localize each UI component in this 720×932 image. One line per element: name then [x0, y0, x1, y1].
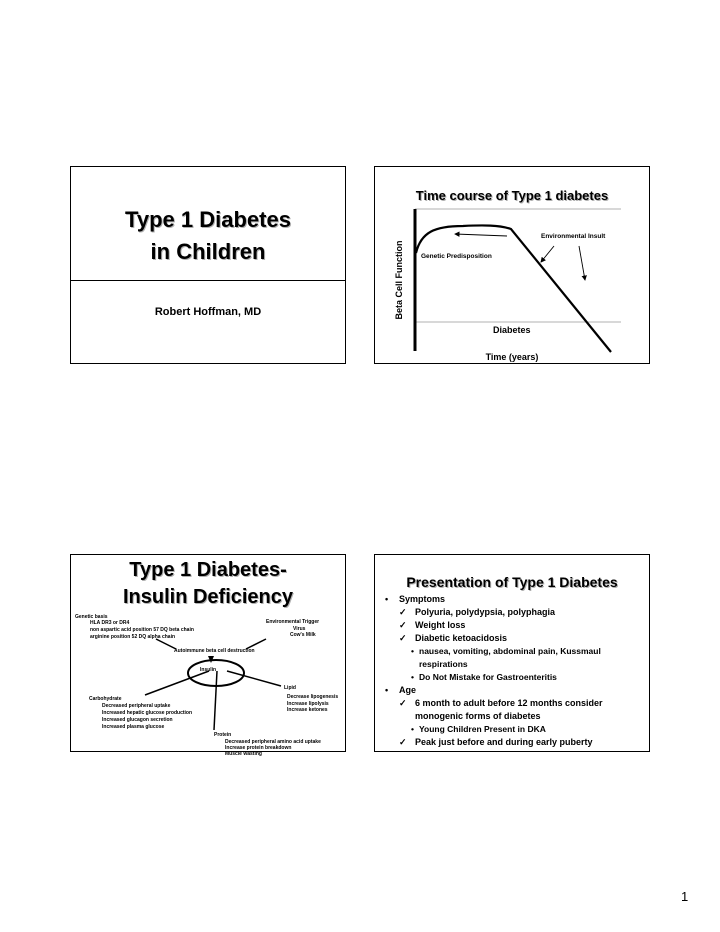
slide1-divider	[71, 280, 345, 281]
chart-x-axis-label: Time (years)	[485, 352, 539, 362]
bullet-item	[383, 606, 647, 619]
slide3-title-line2: Insulin Deficiency	[122, 586, 294, 608]
checkmark-icon: ✓	[399, 698, 407, 708]
bullet-text: Age	[399, 685, 417, 695]
bullet-text: Young Children Present in DKA	[419, 724, 546, 734]
bullet-text: Symptoms	[399, 594, 446, 604]
protein-item-3: Muscle wasting	[225, 751, 262, 757]
checkmark-icon: ✓	[399, 620, 407, 630]
lipid-item-1: Decrease lipogenesis	[287, 694, 339, 700]
bullet-text: nausea, vomiting, abdominal pain, Kussmaul respirations	[419, 646, 601, 669]
env-item-cows-milk: Cow's Milk	[290, 632, 316, 638]
chart-y-axis-label: Beta Cell Function	[394, 240, 404, 320]
bullet-item	[383, 645, 647, 671]
label-environmental-insult: Environmental Insult	[541, 233, 606, 240]
arrow-environmental-to-peak	[455, 234, 507, 236]
label-diabetes: Diabetes	[493, 325, 531, 335]
slide-title	[70, 166, 346, 364]
carb-item-4: Increased plasma glucose	[102, 724, 165, 730]
slide1-title-line1: Type 1 Diabetes	[125, 207, 291, 232]
line-insulin-to-lipid	[227, 671, 281, 686]
slide-presentation	[374, 554, 650, 752]
bullet-text: Weight loss	[415, 620, 466, 630]
bullet-text: Peak just before and during early puberty	[415, 737, 593, 747]
bullet-icon: •	[385, 594, 389, 604]
bullet-item	[383, 723, 647, 736]
label-lipid: Lipid	[284, 685, 296, 691]
label-environmental-trigger: Environmental Trigger	[266, 619, 320, 625]
slide1-title-line2: in Children	[150, 239, 266, 264]
bullet-text: Diabetic ketoacidosis	[415, 633, 508, 643]
bullet-icon: •	[385, 685, 389, 695]
protein-item-2: Increase protein breakdown	[225, 745, 292, 751]
slide4-title: Presentation of Type 1 Diabetes	[406, 574, 618, 590]
lipid-item-2: Increase lipolysis	[287, 701, 329, 707]
slide-time-course	[374, 166, 650, 364]
genetic-item-2: non aspartic acid position 57 DQ beta chain	[90, 627, 194, 633]
protein-item-1: Decreased peripheral amino acid uptake	[225, 739, 321, 745]
label-protein: Protein	[214, 732, 232, 738]
bullet-item	[383, 593, 647, 606]
label-genetic-basis: Genetic basis	[75, 614, 108, 620]
checkmark-icon: ✓	[399, 737, 407, 747]
carb-item-2: Increased hepatic glucose production	[102, 710, 193, 716]
carb-item-1: Decreased peripheral uptake	[102, 703, 171, 709]
bullet-icon: •	[411, 672, 414, 682]
bullet-item	[383, 684, 647, 697]
bullet-text: 6 month to adult before 12 months consider monogenic forms of diabetes	[415, 698, 603, 721]
label-insulin: Insulin	[200, 667, 217, 673]
checkmark-icon: ✓	[399, 607, 407, 617]
bullet-item	[383, 619, 647, 632]
bullet-item	[383, 736, 647, 749]
line-insulin-to-protein	[214, 671, 217, 730]
bullet-icon: •	[411, 724, 414, 734]
arrow-environmental-1	[541, 246, 554, 262]
genetic-item-1: HLA DR3 or DR4	[90, 620, 130, 626]
env-item-virus: Virus	[293, 626, 306, 632]
lipid-item-3: Increase ketones	[287, 707, 328, 713]
bullet-item	[383, 697, 647, 723]
slide-insulin-deficiency	[70, 554, 346, 757]
slide3-title-line1: Type 1 Diabetes-	[129, 559, 287, 581]
bullet-item	[383, 671, 647, 684]
page-number: 1	[681, 889, 689, 904]
bullet-text: Polyuria, polydypsia, polyphagia	[415, 607, 556, 617]
label-autoimmune-destruction: Autoimmune beta cell destruction	[174, 648, 255, 654]
slide1-author: Robert Hoffman, MD	[154, 306, 262, 318]
beta-cell-chart	[375, 167, 651, 365]
presentation-bullet-list	[383, 593, 647, 749]
bullet-text: Do Not Mistake for Gastroenteritis	[419, 672, 557, 682]
bullet-item	[383, 632, 647, 645]
slide2-title: Time course of Type 1 diabetes	[415, 188, 609, 203]
carb-item-3: Increased glucagon secretion	[102, 717, 173, 723]
label-genetic-predisposition: Genetic Predisposition	[421, 253, 492, 260]
arrow-environmental-2	[579, 246, 585, 280]
label-carbohydrate: Carbohydrate	[89, 696, 122, 702]
line-genetic-to-autoimmune	[156, 639, 176, 649]
genetic-item-3: arginine position 52 DQ alpha chain	[90, 634, 176, 640]
bullet-icon: •	[411, 646, 414, 656]
checkmark-icon: ✓	[399, 633, 407, 643]
